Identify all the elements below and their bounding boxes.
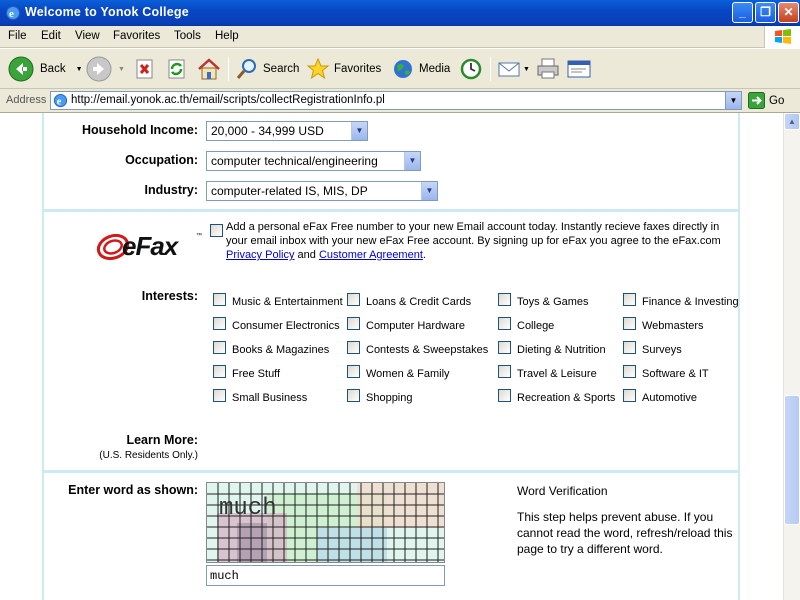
efax-checkbox[interactable] [210, 224, 223, 237]
search-icon [235, 57, 259, 81]
chevron-down-icon: ▼ [404, 152, 420, 170]
interest-checkbox[interactable] [213, 341, 226, 354]
address-url: http://email.yonok.ac.th/email/scripts/collectRegistrationInfo.pl [71, 94, 385, 106]
efax-description: Add a personal eFax Free number to your new Email account today. Instantly recieve faxes directly in your email inbox with your new eFax Free account. By signing up for eFax you agree to the eFax.com Privacy Policy and Customer Agreement. [226, 221, 721, 261]
stop-icon [134, 58, 156, 80]
interest-label: Dieting & Nutrition [517, 344, 606, 356]
industry-label: Industry: [144, 183, 198, 197]
interest-label: Contests & Sweepstakes [366, 344, 489, 356]
interest-label: Free Stuff [232, 368, 281, 380]
verification-help-text: This step helps prevent abuse. If you cannot read the word, refresh/reload this page to try a different word. [517, 510, 733, 556]
mail-button[interactable]: ▼ [497, 55, 530, 83]
media-globe-icon [391, 57, 415, 81]
interest-checkbox[interactable] [213, 317, 226, 330]
industry-select[interactable]: computer-related IS, MIS, DP ▼ [206, 181, 438, 201]
interest-checkbox[interactable] [213, 293, 226, 306]
interest-checkbox[interactable] [347, 389, 360, 402]
chevron-down-icon: ▼ [351, 122, 367, 140]
menu-view[interactable]: View [75, 30, 100, 42]
menu-edit[interactable]: Edit [41, 30, 61, 42]
interest-label: Travel & Leisure [517, 368, 597, 380]
interest-checkbox[interactable] [498, 341, 511, 354]
close-button[interactable]: ✕ [778, 2, 799, 23]
interest-label: Surveys [642, 344, 682, 356]
maximize-button[interactable]: ❐ [755, 2, 776, 23]
interest-checkbox[interactable] [347, 341, 360, 354]
back-arrow-icon [8, 56, 34, 82]
interest-checkbox[interactable] [498, 389, 511, 402]
printer-icon [535, 57, 561, 81]
captcha-word: much [219, 495, 277, 522]
verification-input[interactable]: much [206, 565, 445, 586]
customer-agreement-link[interactable]: Customer Agreement [318, 249, 423, 261]
mail-icon [497, 58, 523, 80]
history-icon [459, 57, 483, 81]
windows-logo-icon [764, 26, 800, 48]
home-icon [196, 57, 222, 81]
interest-label: Recreation & Sports [517, 392, 616, 404]
page-icon [53, 93, 68, 108]
learn-more-note: (U.S. Residents Only.) [99, 450, 198, 461]
interest-checkbox[interactable] [623, 317, 636, 330]
refresh-icon [166, 58, 188, 80]
star-icon [306, 57, 330, 81]
interest-label: College [517, 320, 555, 332]
interest-checkbox[interactable] [347, 365, 360, 378]
privacy-policy-link[interactable]: Privacy Policy [226, 249, 295, 261]
title-bar [0, 0, 800, 26]
interest-checkbox[interactable] [213, 389, 226, 402]
back-button[interactable]: Back ▼ [8, 55, 83, 83]
back-dropdown-icon: ▼ [75, 65, 83, 73]
menu-bar [0, 26, 800, 48]
menu-tools[interactable]: Tools [174, 30, 201, 42]
interest-label: Shopping [366, 392, 413, 404]
minimize-button[interactable]: _ [732, 2, 753, 23]
interest-checkbox[interactable] [347, 317, 360, 330]
stop-button[interactable] [134, 55, 156, 83]
verification-title: Word Verification [517, 484, 608, 498]
interest-checkbox[interactable] [213, 365, 226, 378]
interest-checkbox[interactable] [623, 389, 636, 402]
interest-label: Finance & Investing [642, 296, 739, 308]
interest-label: Music & Entertainment [232, 296, 343, 308]
learn-more-label: Learn More: [126, 433, 198, 447]
menu-help[interactable]: Help [215, 30, 239, 42]
refresh-button[interactable] [166, 55, 188, 83]
efax-logo: eFax ™ [96, 227, 200, 265]
address-input[interactable] [50, 91, 742, 110]
scroll-thumb[interactable] [784, 395, 800, 525]
interest-label: Small Business [232, 392, 308, 404]
toolbar [0, 49, 800, 89]
efax-logo-text: eFax [122, 231, 178, 261]
interest-checkbox[interactable] [498, 365, 511, 378]
interest-checkbox[interactable] [498, 317, 511, 330]
interests-label: Interests: [141, 289, 198, 303]
interest-checkbox[interactable] [347, 293, 360, 306]
forward-button[interactable]: ▼ [86, 55, 125, 83]
interest-label: Loans & Credit Cards [366, 296, 472, 308]
scroll-up-button[interactable]: ▲ [784, 113, 800, 130]
interest-label: Automotive [642, 392, 698, 404]
address-label: Address [6, 94, 47, 106]
section-divider [44, 209, 740, 212]
interest-label: Toys & Games [517, 296, 589, 308]
menu-favorites[interactable]: Favorites [113, 30, 161, 42]
menu-file[interactable]: File [8, 30, 27, 42]
chevron-down-icon: ▼ [421, 182, 437, 200]
household-income-select[interactable]: 20,000 - 34,999 USD ▼ [206, 121, 368, 141]
interest-label: Books & Magazines [232, 344, 330, 356]
history-button[interactable] [459, 55, 483, 83]
interest-label: Consumer Electronics [232, 320, 340, 332]
interest-label: Women & Family [366, 368, 450, 380]
interest-checkbox[interactable] [623, 341, 636, 354]
forward-arrow-icon [86, 56, 112, 82]
search-button[interactable]: Search [235, 55, 299, 83]
svg-text:e: e [9, 8, 14, 20]
interest-label: Webmasters [642, 320, 704, 332]
interest-label: Computer Hardware [366, 320, 466, 332]
address-dropdown-button[interactable]: ▼ [725, 92, 741, 109]
svg-text:e: e [56, 96, 62, 108]
window-title: Welcome to Yonok College [25, 5, 189, 19]
media-button[interactable]: Media [391, 55, 450, 83]
page-content [0, 113, 783, 600]
section-divider [44, 470, 740, 473]
go-button[interactable]: Go [748, 92, 784, 109]
vertical-scrollbar[interactable] [783, 113, 800, 600]
edit-page-icon [566, 58, 592, 80]
captcha-image [206, 482, 445, 563]
favorites-button[interactable]: Favorites [306, 55, 381, 83]
home-button[interactable] [196, 55, 222, 83]
edit-button[interactable] [566, 55, 592, 83]
go-arrow-icon [748, 92, 765, 109]
interest-checkbox[interactable] [498, 293, 511, 306]
print-button[interactable] [535, 55, 561, 83]
occupation-label: Occupation: [125, 153, 198, 167]
verification-help [517, 483, 742, 557]
interest-checkbox[interactable] [623, 293, 636, 306]
occupation-select[interactable]: computer technical/engineering ▼ [206, 151, 421, 171]
household-income-label: Household Income: [82, 123, 198, 137]
verification-label: Enter word as shown: [68, 483, 198, 497]
address-bar [0, 89, 800, 113]
interest-checkbox[interactable] [623, 365, 636, 378]
interest-label: Software & IT [642, 368, 709, 380]
ie-icon [5, 5, 21, 21]
